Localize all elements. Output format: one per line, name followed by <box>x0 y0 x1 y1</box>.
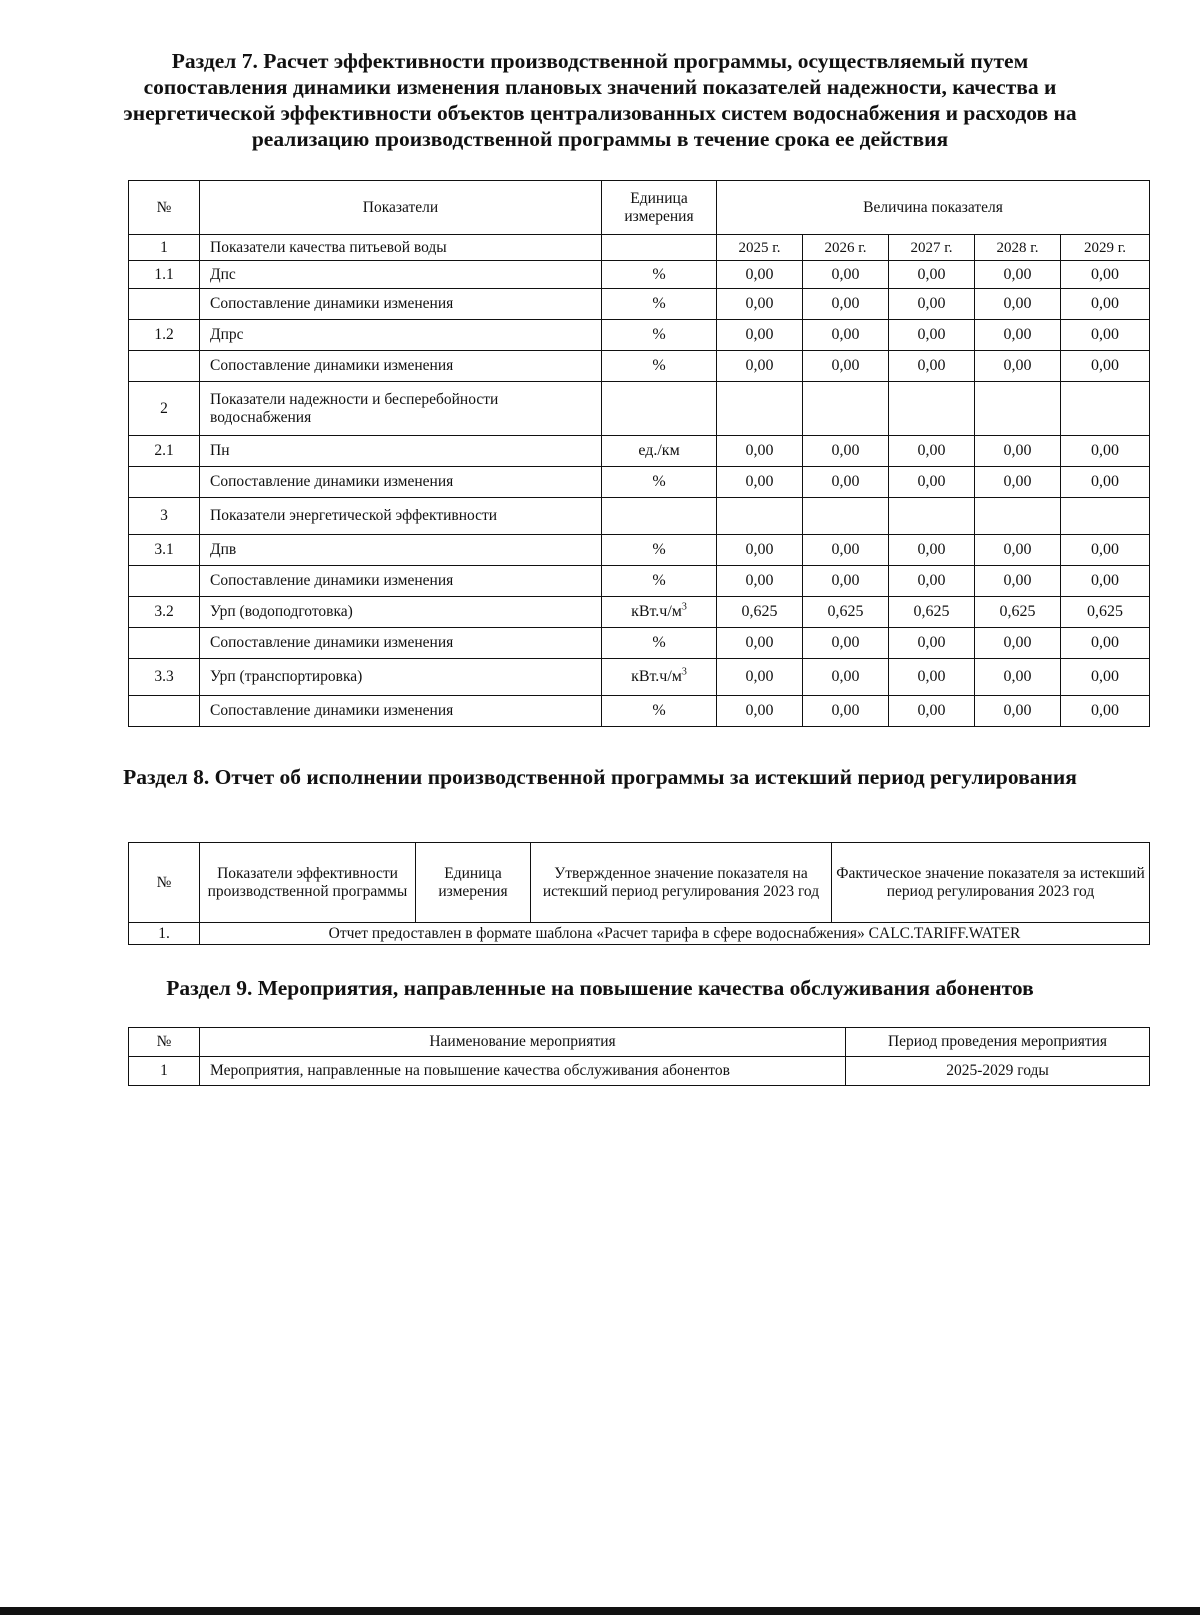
header-indicator: Показатели <box>200 181 602 235</box>
row-indicator-name: Показатели качества питьевой воды <box>200 235 602 261</box>
section-7-title: Раздел 7. Расчет эффективности производственной программы, осуществляемый путем сопоставления динамики изменения плановых значений показателей надежности, качества и энергетической эффективности объектов централизованных систем водоснабжения и расходов на реализацию производственной программы в течение срока ее действия <box>123 49 1077 151</box>
header-unit: Единица измерения <box>602 181 717 235</box>
section-9-title: Раздел 9. Мероприятия, направленные на повышение качества обслуживания абонентов <box>166 976 1034 1000</box>
row-indicator-name: Урп (транспортировка) <box>200 659 602 696</box>
value-cell: 0,00 <box>717 289 803 320</box>
row-num: 2 <box>129 382 200 436</box>
table-row <box>129 1057 1150 1086</box>
value-cell: 0,00 <box>803 696 889 727</box>
row-num <box>129 351 200 382</box>
unit-text: ед./км <box>638 442 680 459</box>
value-cell: 0,00 <box>803 566 889 597</box>
value-cell: 0,00 <box>975 696 1061 727</box>
value-cell: 0,00 <box>1061 436 1150 467</box>
row-indicator-name: Урп (водоподготовка) <box>200 597 602 628</box>
value-cell <box>1061 382 1150 436</box>
value-cell: 0,625 <box>803 597 889 628</box>
table-row <box>129 467 1150 498</box>
value-cell: 0,00 <box>1061 696 1150 727</box>
table-row <box>129 289 1150 320</box>
row-indicator-name: Сопоставление динамики изменения <box>200 628 602 659</box>
row-num: 2.1 <box>129 436 200 467</box>
row-indicator-name: Показатели надежности и бесперебойности водоснабжения <box>200 382 602 436</box>
value-cell: 0,00 <box>717 659 803 696</box>
table-row <box>129 436 1150 467</box>
value-cell: 0,00 <box>1061 320 1150 351</box>
row-unit <box>602 696 717 727</box>
value-cell: 0,00 <box>717 566 803 597</box>
table-header-row <box>129 1028 1150 1057</box>
value-cell: 0,00 <box>975 436 1061 467</box>
table-row <box>129 498 1150 535</box>
row-num <box>129 467 200 498</box>
unit-text: кВт.ч/м <box>631 668 682 685</box>
value-cell: 0,00 <box>975 659 1061 696</box>
scan-edge-line <box>0 1607 1200 1615</box>
row-num <box>129 628 200 659</box>
section-8-table <box>128 842 1150 945</box>
table-row <box>129 696 1150 727</box>
row-indicator-name: Пн <box>200 436 602 467</box>
value-cell: 0,00 <box>889 436 975 467</box>
row-unit <box>602 535 717 566</box>
unit-text: % <box>652 357 666 374</box>
value-cell: 0,00 <box>803 659 889 696</box>
year-cell: 2029 г. <box>1061 235 1150 261</box>
value-cell: 0,00 <box>803 467 889 498</box>
header-name: Наименование мероприятия <box>200 1028 846 1057</box>
value-cell: 0,625 <box>717 597 803 628</box>
header-approved: Утвержденное значение показателя на истекший период регулирования 2023 год <box>531 843 832 923</box>
value-cell: 0,00 <box>717 628 803 659</box>
value-cell: 0,00 <box>975 467 1061 498</box>
value-cell: 0,00 <box>717 467 803 498</box>
value-cell: 0,00 <box>1061 289 1150 320</box>
header-actual: Фактическое значение показателя за истекший период регулирования 2023 год <box>832 843 1150 923</box>
row-indicator-name: Дпрс <box>200 320 602 351</box>
section-7-table <box>128 180 1150 727</box>
header-indicator: Показатели эффективности производственной программы <box>200 843 416 923</box>
row-unit <box>602 289 717 320</box>
unit-text: % <box>652 541 666 558</box>
row-num: 1.2 <box>129 320 200 351</box>
row-num: 1 <box>129 235 200 261</box>
row-indicator-name: Дпв <box>200 535 602 566</box>
value-cell <box>1061 498 1150 535</box>
value-cell: 0,00 <box>803 289 889 320</box>
value-cell: 0,00 <box>803 535 889 566</box>
table-row <box>129 261 1150 289</box>
row-unit <box>602 235 717 261</box>
year-cell: 2025 г. <box>717 235 803 261</box>
value-cell: 0,00 <box>717 351 803 382</box>
row-num: 3.1 <box>129 535 200 566</box>
row-indicator-name: Дпс <box>200 261 602 289</box>
row-unit <box>602 261 717 289</box>
table-row <box>129 351 1150 382</box>
header-num: № <box>129 1028 200 1057</box>
row-indicator-name: Сопоставление динамики изменения <box>200 696 602 727</box>
table-row <box>129 382 1150 436</box>
unit-text: % <box>652 572 666 589</box>
value-cell: 0,00 <box>803 628 889 659</box>
header-value: Величина показателя <box>717 181 1150 235</box>
row-unit <box>602 351 717 382</box>
row-indicator-name: Сопоставление динамики изменения <box>200 566 602 597</box>
row-indicator-name: Показатели энергетической эффективности <box>200 498 602 535</box>
value-cell: 0,00 <box>803 436 889 467</box>
row-unit <box>602 436 717 467</box>
table-row <box>129 628 1150 659</box>
value-cell: 0,00 <box>717 696 803 727</box>
unit-superscript: 3 <box>681 666 687 678</box>
row-num: 3.2 <box>129 597 200 628</box>
value-cell: 0,00 <box>803 351 889 382</box>
value-cell: 0,00 <box>889 628 975 659</box>
row-num: 3.3 <box>129 659 200 696</box>
value-cell: 0,00 <box>717 535 803 566</box>
value-cell <box>717 498 803 535</box>
header-num: № <box>129 181 200 235</box>
row-unit <box>602 320 717 351</box>
table-row <box>129 566 1150 597</box>
value-cell <box>889 382 975 436</box>
row-unit <box>602 382 717 436</box>
value-cell <box>803 498 889 535</box>
value-cell: 0,00 <box>975 566 1061 597</box>
year-cell: 2027 г. <box>889 235 975 261</box>
value-cell: 0,00 <box>1061 351 1150 382</box>
value-cell: 0,00 <box>975 351 1061 382</box>
value-cell: 0,00 <box>803 320 889 351</box>
table-row <box>129 535 1150 566</box>
value-cell: 0,00 <box>975 628 1061 659</box>
row-indicator-name: Сопоставление динамики изменения <box>200 351 602 382</box>
year-cell: 2028 г. <box>975 235 1061 261</box>
section-8-title: Раздел 8. Отчет об исполнении производственной программы за истекший период регулирования <box>123 765 1077 789</box>
value-cell: 0,00 <box>1061 628 1150 659</box>
unit-text: % <box>652 326 666 343</box>
value-cell <box>975 382 1061 436</box>
value-cell: 0,00 <box>889 289 975 320</box>
row-unit <box>602 597 717 628</box>
value-cell: 0,00 <box>717 436 803 467</box>
unit-text: % <box>652 702 666 719</box>
value-cell <box>889 498 975 535</box>
value-cell: 0,00 <box>1061 566 1150 597</box>
value-cell: 0,00 <box>1061 659 1150 696</box>
row-num: 1.1 <box>129 261 200 289</box>
value-cell: 0,625 <box>1061 597 1150 628</box>
value-cell: 0,625 <box>889 597 975 628</box>
header-unit: Единица измерения <box>416 843 531 923</box>
value-cell: 0,00 <box>1061 467 1150 498</box>
value-cell: 0,00 <box>889 261 975 289</box>
value-cell: 0,00 <box>975 535 1061 566</box>
unit-text: кВт.ч/м <box>631 603 682 620</box>
value-cell: 0,00 <box>717 261 803 289</box>
table-header-row <box>129 843 1150 923</box>
value-cell <box>803 382 889 436</box>
value-cell: 0,00 <box>803 261 889 289</box>
value-cell <box>717 382 803 436</box>
row-indicator-name: Сопоставление динамики изменения <box>200 467 602 498</box>
section-9-table <box>128 1027 1150 1086</box>
row-unit <box>602 659 717 696</box>
unit-text: % <box>652 634 666 651</box>
row-unit <box>602 467 717 498</box>
value-cell: 0,00 <box>889 659 975 696</box>
value-cell <box>975 498 1061 535</box>
row-unit <box>602 498 717 535</box>
unit-text: % <box>652 473 666 490</box>
row-indicator-name: Сопоставление динамики изменения <box>200 289 602 320</box>
header-num: № <box>129 843 200 923</box>
value-cell: 0,00 <box>1061 535 1150 566</box>
event-period: 2025-2029 годы <box>846 1057 1150 1086</box>
table-row <box>129 320 1150 351</box>
header-period: Период проведения мероприятия <box>846 1028 1150 1057</box>
value-cell: 0,00 <box>889 351 975 382</box>
row-num <box>129 289 200 320</box>
row-num: 1. <box>129 923 200 945</box>
table-row <box>129 659 1150 696</box>
row-unit <box>602 566 717 597</box>
row-num <box>129 566 200 597</box>
value-cell: 0,00 <box>889 467 975 498</box>
value-cell: 0,00 <box>975 320 1061 351</box>
row-num: 3 <box>129 498 200 535</box>
unit-text: % <box>652 265 666 283</box>
table-row <box>129 235 1150 261</box>
value-cell: 0,00 <box>889 696 975 727</box>
value-cell: 0,00 <box>1061 261 1150 289</box>
value-cell: 0,00 <box>889 566 975 597</box>
event-name: Мероприятия, направленные на повышение качества обслуживания абонентов <box>200 1057 846 1086</box>
value-cell: 0,00 <box>889 320 975 351</box>
year-cell: 2026 г. <box>803 235 889 261</box>
value-cell: 0,00 <box>717 320 803 351</box>
report-note: Отчет предоставлен в формате шаблона «Расчет тарифа в сфере водоснабжения» CALC.TARIFF.WATER <box>200 923 1150 945</box>
table-row <box>129 923 1150 945</box>
table-row <box>129 597 1150 628</box>
unit-text: % <box>652 295 666 312</box>
value-cell: 0,00 <box>975 261 1061 289</box>
row-num <box>129 696 200 727</box>
value-cell: 0,00 <box>975 289 1061 320</box>
value-cell: 0,00 <box>889 535 975 566</box>
row-num: 1 <box>129 1057 200 1086</box>
table-header-row <box>129 181 1150 235</box>
unit-superscript: 3 <box>681 601 687 613</box>
value-cell: 0,625 <box>975 597 1061 628</box>
row-unit <box>602 628 717 659</box>
